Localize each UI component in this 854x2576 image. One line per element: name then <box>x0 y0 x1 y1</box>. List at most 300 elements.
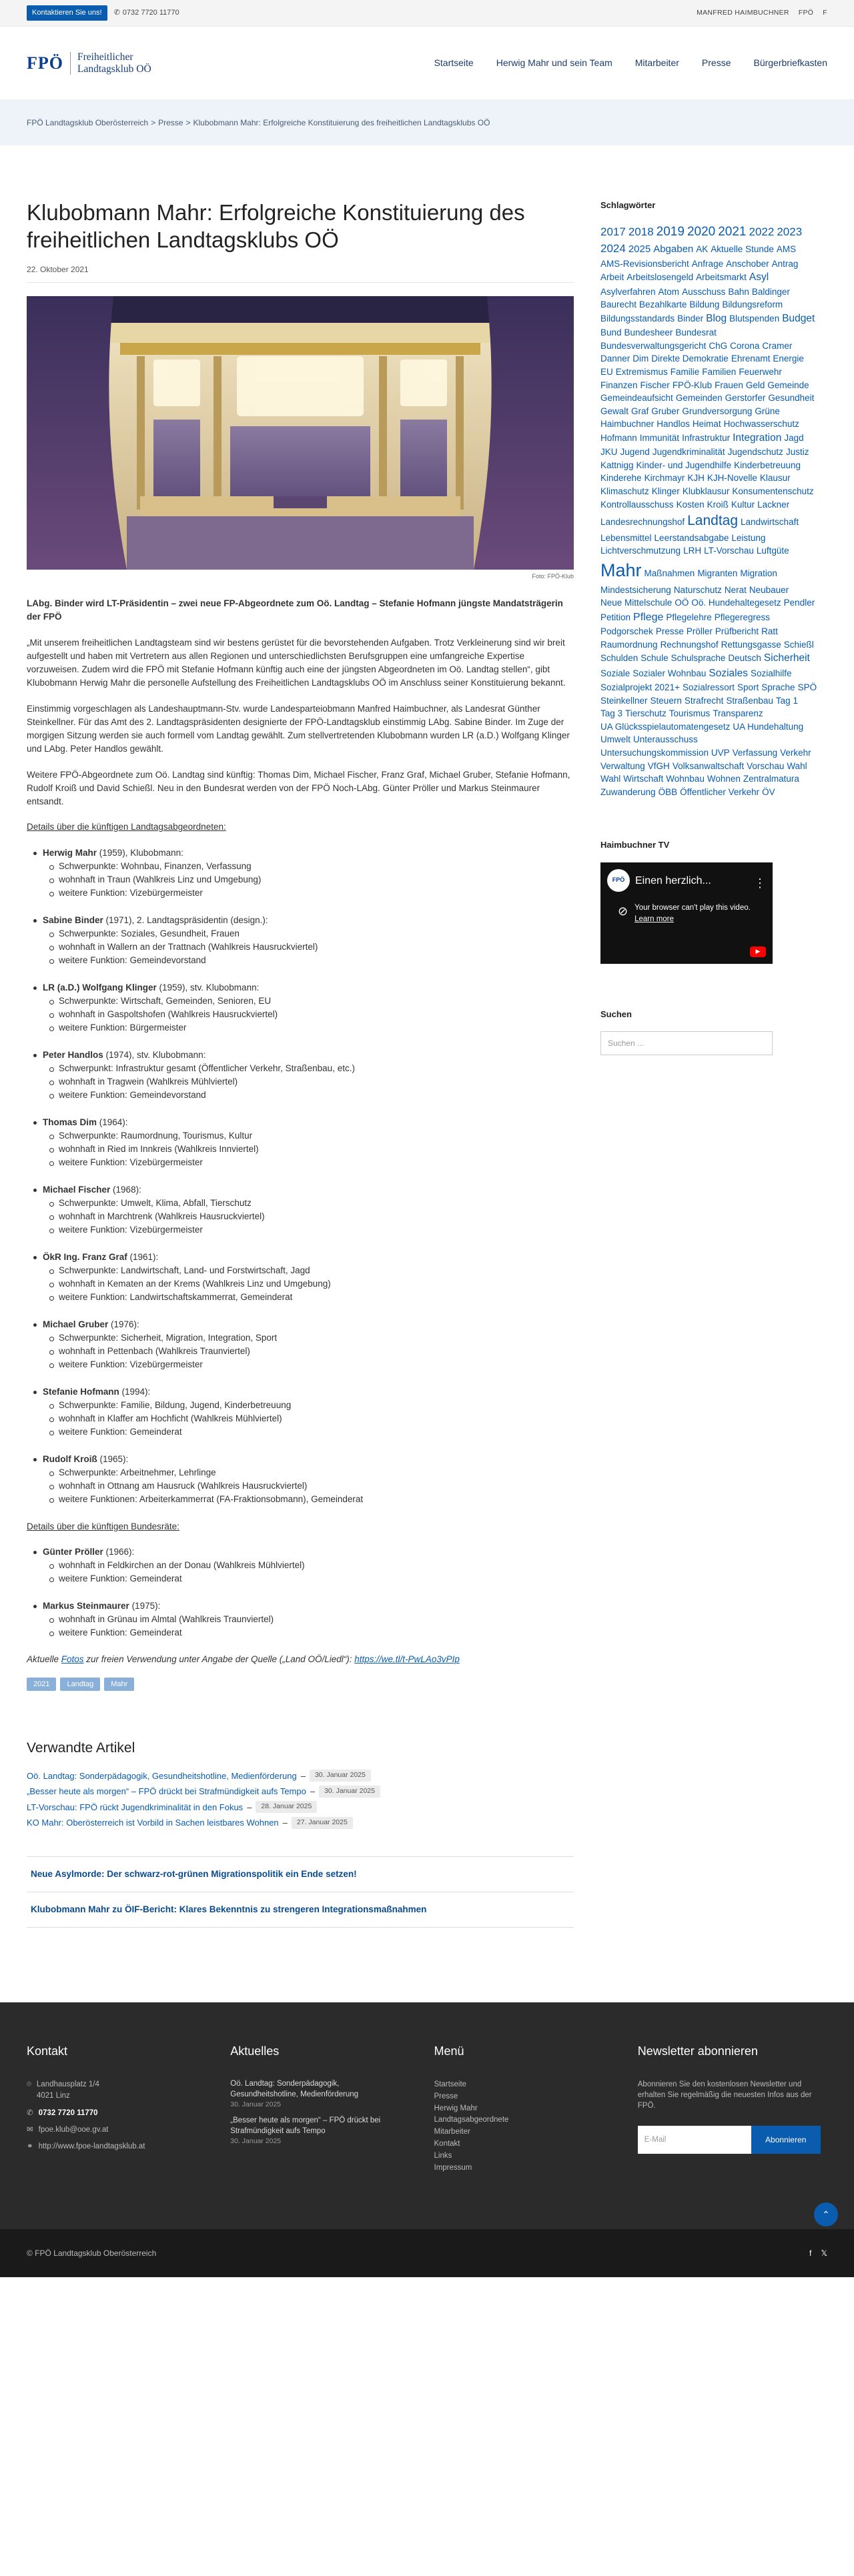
tag-link[interactable]: Finanzen <box>600 380 638 390</box>
footer-menu-item[interactable]: Herwig Mahr <box>434 2104 478 2112</box>
haimbuchner-link[interactable]: MANFRED HAIMBUCHNER <box>697 8 789 17</box>
article-paragraph: Weitere FPÖ-Abgeordnete zum Oö. Landtag sind künftig: Thomas Dim, Michael Fischer, Franz Graf, Michael Gruber, Stefanie Hofmann, Rudolf Kroiß und David Schießl. Neu in den Bundesrat werden von der FPÖ Noch-LAbg. Günter Pröller und Markus Steinmaurer entsandt. <box>27 769 570 806</box>
sidebar <box>600 199 821 1928</box>
person-name-bold: Thomas Dim <box>43 1117 97 1127</box>
tag-link[interactable]: Wahl <box>787 760 807 771</box>
tag-link[interactable]: Nerat <box>724 584 747 595</box>
contact-button[interactable]: Kontaktieren Sie uns! <box>27 5 107 21</box>
tag-link[interactable]: KJH-Novelle <box>707 473 757 484</box>
tag-link[interactable]: Graf <box>631 406 649 416</box>
related-item <box>27 1816 574 1830</box>
tag-link[interactable]: Petition <box>600 612 631 622</box>
tag-link[interactable]: Abgaben <box>653 243 694 255</box>
tag-link[interactable]: Bahn <box>728 286 749 297</box>
tag-link[interactable]: Arbeit <box>600 272 624 283</box>
tag-link[interactable]: Umwelt <box>600 734 631 745</box>
scroll-to-top-button[interactable] <box>814 2202 838 2226</box>
tag-link[interactable]: Budget <box>782 312 815 324</box>
logo-divider <box>70 52 71 75</box>
tag-link[interactable]: Neue Mittelschule <box>600 598 673 608</box>
video-error <box>618 902 751 926</box>
tag-link[interactable]: Infrastruktur <box>682 432 731 443</box>
photos-link[interactable]: Fotos <box>61 1654 84 1665</box>
tag-link[interactable]: Antrag <box>771 258 799 269</box>
tag-link[interactable]: Asylverfahren <box>600 286 656 297</box>
tag-link[interactable]: OÖ <box>675 598 689 608</box>
person-info: (1974), stv. Klubobmann: <box>103 1049 206 1060</box>
tag-cloud <box>600 223 821 799</box>
tag-link[interactable]: Kinderbetreuung <box>734 460 801 470</box>
tag-link[interactable]: Hochwasserschutz <box>723 419 799 430</box>
tag-link[interactable]: Baldinger <box>751 286 790 297</box>
article-lead: LAbg. Binder wird LT-Präsidentin – zwei neue FP-Abgeordnete zum Oö. Landtag – Stefanie Hofmann jüngste Mandatsträgerin der FPÖ <box>27 598 563 622</box>
tag-link[interactable]: Anschober <box>726 258 769 269</box>
tag-link[interactable]: Kontrollausschuss <box>600 499 674 510</box>
tag-link[interactable]: Binder <box>677 313 704 324</box>
tv-title: Haimbuchner TV <box>600 840 670 850</box>
tag-link[interactable]: Lackner <box>757 499 790 510</box>
tag-link[interactable]: Wahl <box>600 774 621 784</box>
tag-link[interactable]: Vorschau <box>747 760 785 771</box>
tag-link[interactable]: Bund <box>600 328 622 338</box>
tag-link[interactable]: UA Hundehaltung <box>733 721 804 732</box>
tag-link[interactable]: 2020 <box>687 224 716 239</box>
mail-icon: ✉ <box>27 2125 33 2134</box>
footer-contact-title: Kontakt <box>27 2044 68 2058</box>
related-sep: – <box>310 1786 316 1796</box>
nav-presse[interactable]: Presse <box>701 57 731 68</box>
tag-link[interactable]: Tag 3 <box>600 708 623 719</box>
tag-link[interactable]: Schule <box>640 653 669 664</box>
tag-link[interactable]: UA Glücksspielautomatengesetz <box>600 721 731 732</box>
tag-link[interactable]: Blutspenden <box>729 313 780 324</box>
nav-team[interactable]: Herwig Mahr und sein Team <box>496 57 612 68</box>
tag-link[interactable]: AMS-Revisionsbericht <box>600 258 689 269</box>
tag-link[interactable]: Pflegeregress <box>714 612 771 622</box>
footer-newsletter <box>638 2042 827 2229</box>
footer-phone-number: 0732 7720 11770 <box>38 2108 98 2117</box>
tag-link[interactable]: Konsumentenschutz <box>732 486 814 496</box>
person-detail: weitere Funktion: Gemeinderat <box>59 1572 574 1585</box>
tag-link[interactable]: 2021 <box>718 224 747 239</box>
facebook-icon[interactable]: F <box>823 8 827 17</box>
tag-link[interactable]: ÖV <box>762 786 775 797</box>
tag-link[interactable]: Migranten <box>697 568 738 578</box>
tag-link[interactable]: VfGH <box>647 760 670 771</box>
tag-link[interactable]: Jugendschutz <box>727 447 783 458</box>
footer-menu-item[interactable]: Links <box>434 2151 452 2160</box>
tag-link[interactable]: Verkehr <box>780 747 811 758</box>
person-name <box>43 1049 574 1062</box>
members-list <box>27 846 574 1507</box>
tag-link[interactable]: Naturschutz <box>673 584 722 595</box>
tag-link[interactable]: Kinder- und Jugendhilfe <box>636 460 732 470</box>
tag-link[interactable]: Fischer <box>640 380 670 390</box>
person-detail: wohnhaft in Feldkirchen an der Donau (Wahlkreis Mühlviertel) <box>59 1559 574 1572</box>
facebook-icon[interactable]: f <box>809 2248 812 2258</box>
tag-link[interactable]: Frauen <box>715 380 743 390</box>
tag-link[interactable]: Strafrecht <box>684 695 724 706</box>
tag-link[interactable]: Raumordnung <box>600 639 658 650</box>
footer-news <box>230 2042 387 2229</box>
tag-link[interactable]: AK <box>696 244 709 255</box>
tag-link[interactable]: Kosten <box>676 499 705 510</box>
person-detail: wohnhaft in Wallern an der Trattnach (Wahlkreis Hausruckviertel) <box>59 940 574 954</box>
twitter-icon[interactable]: 𝕏 <box>821 2248 827 2258</box>
tag-link[interactable]: Maßnahmen <box>644 568 695 578</box>
tag-link[interactable]: Wohnen <box>707 774 741 784</box>
tag-link[interactable]: Justiz <box>785 447 809 458</box>
fpoe-link[interactable]: FPÖ <box>798 8 814 17</box>
tag-link[interactable]: Soziales <box>709 667 748 679</box>
tag-link[interactable]: Kattnigg <box>600 460 634 470</box>
tag-link[interactable]: Gemeindeaufsicht <box>600 393 673 404</box>
related-item <box>27 1785 574 1798</box>
related-list <box>27 1770 574 1830</box>
tag-link[interactable]: Bildung <box>689 299 720 310</box>
tag-link[interactable]: Gruber <box>651 406 680 416</box>
tag-link[interactable]: Pflegelehre <box>666 612 712 622</box>
tag-link[interactable]: Klinger <box>651 486 680 496</box>
tag-link[interactable]: Ehrenamt <box>731 354 771 364</box>
person-detail: weitere Funktion: Gemeindevorstand <box>59 954 574 967</box>
person-entry <box>27 1545 574 1586</box>
tag-link[interactable]: Ausschuss <box>682 286 726 297</box>
tag-link[interactable]: Zuwanderung <box>600 786 656 797</box>
section-heading-bundesrat: Details über die künftigen Bundesräte: <box>27 1521 179 1531</box>
channel-avatar: FPÖ <box>607 869 630 892</box>
tag-2021[interactable]: 2021 <box>27 1678 56 1692</box>
person-detail: wohnhaft in Marchtrenk (Wahlkreis Hausruckviertel) <box>59 1210 574 1223</box>
chevron-up-icon: ⌃ <box>822 2208 830 2220</box>
related-link[interactable]: Oö. Landtag: Sonderpädagogik, Gesundheitshotline, Medienförderung <box>27 1770 297 1781</box>
tag-link[interactable]: Baurecht <box>600 299 637 310</box>
tag-link[interactable]: AMS <box>776 244 797 255</box>
search-input[interactable]: Suchen ... <box>600 1031 773 1055</box>
tag-link[interactable]: EU <box>600 367 613 377</box>
tag-link[interactable]: FPÖ-Klub <box>672 380 713 390</box>
related-link[interactable]: KO Mahr: Oberösterreich ist Vorbild in Sachen leistbares Wohnen <box>27 1818 279 1828</box>
tag-link[interactable]: Podgorschek <box>600 626 653 637</box>
tag-link[interactable]: Landesrechnungshof <box>600 517 685 528</box>
tag-link[interactable]: Schießl <box>783 639 814 650</box>
tag-link[interactable]: Blog <box>706 312 727 324</box>
tag-landtag[interactable]: Landtag <box>60 1678 100 1692</box>
tag-link[interactable]: Sozialer Wohnbau <box>632 668 707 678</box>
person-name <box>43 1183 574 1197</box>
tag-link[interactable]: Energie <box>773 354 804 364</box>
subscribe-button[interactable]: Abonnieren <box>751 2126 821 2154</box>
video-error-text: Your browser can't play this video. <box>634 903 751 912</box>
person-detail: Schwerpunkte: Wirtschaft, Gemeinden, Senioren, EU <box>59 995 574 1008</box>
tag-link[interactable]: Luftgüte <box>756 546 789 556</box>
tag-link[interactable]: Cramer <box>762 340 793 351</box>
tag-link[interactable]: Gewalt <box>600 406 629 416</box>
related-sep: – <box>300 1770 306 1781</box>
tag-link[interactable]: Landtag <box>687 513 739 529</box>
tag-link[interactable]: Wirtschaft <box>623 774 664 784</box>
tag-link[interactable]: Arbeitsmarkt <box>696 272 747 283</box>
tag-link[interactable]: Zentralmatura <box>743 774 799 784</box>
person-detail: weitere Funktion: Vizebürgermeister <box>59 1358 574 1371</box>
tag-link[interactable]: Extremismus <box>615 367 668 377</box>
person-name <box>43 846 574 860</box>
tag-link[interactable]: Hofmann <box>600 432 637 443</box>
tag-link[interactable]: Lichtverschmutzung <box>600 546 681 556</box>
tag-link[interactable]: Oö. Hundehaltegesetz <box>691 598 781 608</box>
person-entry <box>27 1318 574 1372</box>
site-footer <box>0 2002 854 2229</box>
tag-link[interactable]: Corona <box>730 340 760 351</box>
tag-link[interactable]: Straßenbau <box>726 695 773 706</box>
tag-link[interactable]: Landwirtschaft <box>741 517 799 528</box>
site-logo[interactable] <box>27 50 151 76</box>
more-icon[interactable]: ⋮ <box>754 876 766 890</box>
footer-email-link[interactable]: fpoe.klub@ooe.gv.at <box>38 2125 109 2134</box>
tag-link[interactable]: Lebensmittel <box>600 532 652 543</box>
tag-link[interactable]: Bildungsstandards <box>600 313 675 324</box>
tag-link[interactable]: Heimat <box>692 419 721 430</box>
youtube-icon[interactable]: ▶ <box>750 946 766 957</box>
tag-link[interactable]: Migration <box>740 568 777 578</box>
footer-menu-item[interactable]: Presse <box>434 2092 458 2100</box>
logo-mark: FPÖ <box>27 53 63 73</box>
person-info: (1965): <box>97 1453 129 1464</box>
tag-link[interactable]: Gesundheit <box>768 393 815 404</box>
nav-mitarbeiter[interactable]: Mitarbeiter <box>634 57 679 68</box>
tag-link[interactable]: Aktuelle Stunde <box>711 244 774 255</box>
person-info: (1975): <box>129 1600 161 1611</box>
nav-buergerbriefkasten[interactable]: Bürgerbriefkasten <box>753 57 827 68</box>
featured-link[interactable]: Neue Asylmorde: Der schwarz-rot-grünen Migrationspolitik ein Ende setzen! <box>27 1856 574 1892</box>
person-detail: wohnhaft in Kematen an der Krems (Wahlkreis Linz und Umgebung) <box>59 1277 574 1291</box>
tag-link[interactable]: Untersuchungskommission UVP <box>600 747 730 758</box>
tag-link[interactable]: Sozialhilfe <box>750 668 792 678</box>
tag-link[interactable]: Leistung <box>731 532 766 543</box>
tag-link[interactable]: Integration <box>733 432 782 444</box>
person-name-bold: Michael Fischer <box>43 1184 111 1195</box>
tag-link[interactable]: Familie <box>670 367 700 377</box>
article <box>27 199 574 1928</box>
footer-web-link[interactable]: http://www.fpoe-landtagsklub.at <box>38 2142 145 2150</box>
tag-link[interactable]: Verfassung <box>732 747 778 758</box>
tag-link[interactable]: Gemeinden <box>675 393 723 404</box>
tag-link[interactable]: Soziale <box>600 668 630 678</box>
footer-menu-item[interactable]: Landtagsabgeordnete <box>434 2116 509 2124</box>
tag-link[interactable]: Neubauer <box>749 584 789 595</box>
featured-link[interactable]: Klubobmann Mahr zu ÖIF-Bericht: Klares Bekenntnis zu strengeren Integrationsmaßnahmen <box>27 1892 574 1928</box>
tag-link[interactable]: Mahr <box>600 560 642 580</box>
tag-link[interactable]: ÖBB <box>658 786 678 797</box>
tag-link[interactable]: Ratt <box>761 626 778 637</box>
footer-news-item[interactable] <box>230 2116 387 2146</box>
tag-link[interactable]: Deutsch <box>728 653 761 664</box>
person-name-bold: Markus Steinmaurer <box>43 1600 129 1611</box>
main-nav <box>434 56 827 70</box>
tag-link[interactable]: Gemeinde <box>767 380 809 390</box>
footer-menu-item[interactable]: Impressum <box>434 2163 472 2172</box>
tag-link[interactable]: Kroiß <box>707 499 729 510</box>
tag-link[interactable]: KJH <box>687 473 705 484</box>
tag-link[interactable]: Bezahlkarte <box>639 299 687 310</box>
tag-link[interactable]: Asyl <box>749 271 769 283</box>
breadcrumb-home[interactable]: FPÖ Landtagsklub Oberösterreich <box>27 118 149 127</box>
tag-link[interactable]: Sozialprojekt 2021+ <box>600 682 680 693</box>
footer-news-item[interactable] <box>230 2079 387 2109</box>
tag-link[interactable]: 2023 <box>777 225 803 238</box>
tag-link[interactable]: Jugendkriminalität <box>652 447 725 458</box>
tag-link[interactable]: 2024 <box>600 242 626 255</box>
breadcrumb-presse[interactable]: Presse <box>158 118 183 127</box>
related-link[interactable]: „Besser heute als morgen“ – FPÖ drückt bei Strafmündigkeit aufs Tempo <box>27 1786 306 1796</box>
tag-link[interactable]: Pröller <box>686 626 713 637</box>
footer-menu-item[interactable]: Startseite <box>434 2080 467 2088</box>
person-name <box>43 1453 574 1466</box>
tag-link[interactable]: Feuerwehr <box>739 367 782 377</box>
person-info: (1994): <box>119 1386 151 1397</box>
person-detail: weitere Funktion: Vizebürgermeister <box>59 1223 574 1237</box>
tag-link[interactable]: Tierschutz <box>625 708 667 719</box>
tag-link[interactable]: Kinderehe <box>600 473 642 484</box>
learn-more-link[interactable]: Learn more <box>634 914 674 923</box>
tag-link[interactable]: Klubklausur <box>682 486 730 496</box>
tag-link[interactable]: Bildungsreform <box>722 299 783 310</box>
nav-startseite[interactable]: Startseite <box>434 57 474 68</box>
tag-link[interactable]: Rettungsgasse <box>721 639 781 650</box>
tag-link[interactable]: Geld <box>745 380 765 390</box>
person-detail: wohnhaft in Ried im Innkreis (Wahlkreis Innviertel) <box>59 1143 574 1156</box>
tag-link[interactable]: Sport <box>737 682 759 693</box>
tag-link[interactable]: Immunität <box>639 432 680 443</box>
tag-link[interactable]: Handlos <box>657 419 690 430</box>
person-info: (1959), stv. Klubobmann: <box>156 982 260 993</box>
person-name-bold: Rudolf Kroiß <box>43 1453 97 1464</box>
tag-link[interactable]: Rechnungshof <box>660 639 719 650</box>
tag-link[interactable]: Schulsprache <box>671 653 726 664</box>
person-detail: Schwerpunkte: Umwelt, Klima, Abfall, Tierschutz <box>59 1197 574 1210</box>
tag-link[interactable]: Klausur <box>759 473 791 484</box>
tag-link[interactable]: Presse <box>655 626 684 637</box>
tag-link[interactable]: Jugend <box>620 447 650 458</box>
tag-link[interactable]: 2025 <box>628 243 651 255</box>
person-detail: Schwerpunkte: Wohnbau, Finanzen, Verfassung <box>59 860 574 873</box>
tag-link[interactable]: Sicherheit <box>763 652 810 664</box>
tag-link[interactable]: Grüne <box>755 406 780 416</box>
link-icon: ⚭ <box>27 2142 33 2150</box>
video-title: Einen herzlich... <box>635 874 711 886</box>
tag-link[interactable]: Unterausschuss <box>633 734 698 745</box>
person-name-bold: ÖkR Ing. Franz Graf <box>43 1251 127 1262</box>
tag-link[interactable]: 2018 <box>628 225 654 238</box>
tag-link[interactable]: Mindestsicherung <box>600 584 671 595</box>
person-info: (1971), 2. Landtagspräsidentin (design.): <box>103 914 268 925</box>
tag-link[interactable]: Danner <box>600 354 630 364</box>
tag-link[interactable]: Gerstorfer <box>725 393 766 404</box>
tag-link[interactable]: Leerstandsabgabe <box>654 532 729 543</box>
tag-link[interactable]: Prüfbericht <box>715 626 759 637</box>
tag-link[interactable]: Steinkellner <box>600 695 648 706</box>
tag-link[interactable]: Sozialressort <box>682 682 735 693</box>
person-detail: Schwerpunkte: Raumordnung, Tourismus, Kultur <box>59 1129 574 1143</box>
person-detail: weitere Funktionen: Arbeiterkammerrat (FA-Fraktionsobmann), Gemeinderat <box>59 1493 574 1506</box>
tag-link[interactable]: Steuern <box>650 695 682 706</box>
article-tags <box>27 1678 574 1692</box>
tag-link[interactable]: SPÖ <box>797 682 817 693</box>
person-detail: weitere Funktion: Vizebürgermeister <box>59 1156 574 1169</box>
tag-link[interactable]: Tourismus <box>669 708 711 719</box>
related-link[interactable]: LT-Vorschau: FPÖ rückt Jugendkriminalität in den Fokus <box>27 1802 244 1812</box>
tag-link[interactable]: Bundesverwaltungsgericht <box>600 340 707 351</box>
wetransfer-link[interactable]: https://we.tl/t-PwLAo3vPIp <box>354 1654 460 1665</box>
tag-link[interactable]: Pflege <box>633 611 664 623</box>
footer-news-text[interactable]: Oö. Landtag: Sonderpädagogik, Gesundheitshotline, Medienförderung <box>230 2080 359 2098</box>
person-detail: weitere Funktion: Gemeindevorstand <box>59 1089 574 1102</box>
tag-link[interactable]: Dim <box>632 354 649 364</box>
article-date: 22. Oktober 2021 <box>27 263 574 283</box>
tag-link[interactable]: Schulden <box>600 653 638 664</box>
footer-menu-item[interactable]: Mitarbeiter <box>434 2128 470 2136</box>
tag-link[interactable]: Kirchmayr <box>644 473 685 484</box>
tag-link[interactable]: Arbeitslosengeld <box>626 272 694 283</box>
person-detail: weitere Funktion: Bürgermeister <box>59 1021 574 1035</box>
tag-link[interactable]: ChG <box>709 340 728 351</box>
tag-link[interactable]: Familien <box>702 367 737 377</box>
tag-link[interactable]: LT-Vorschau <box>704 546 754 556</box>
tag-link[interactable]: Haimbuchner <box>600 419 655 430</box>
tag-link[interactable]: Pendler <box>783 598 815 608</box>
tag-link[interactable]: Tag 1 <box>775 695 798 706</box>
tag-link[interactable]: Transparenz <box>713 708 763 719</box>
tag-link[interactable]: Klimaschutz <box>600 486 649 496</box>
address-line2: 4021 Linz <box>36 2092 70 2100</box>
tag-link[interactable]: Kultur <box>731 499 755 510</box>
social-links <box>809 2247 827 2259</box>
tag-link[interactable]: 2022 <box>749 225 775 238</box>
tag-link[interactable]: Verwaltung <box>600 760 645 771</box>
tag-link[interactable]: LRH <box>683 546 702 556</box>
tag-link[interactable]: Anfrage <box>691 258 724 269</box>
video-player[interactable] <box>600 862 773 964</box>
tag-mahr[interactable]: Mahr <box>104 1678 134 1692</box>
source-text: zur freien Verwendung unter Angabe der Quelle („Land OÖ/Liedl“): <box>83 1654 355 1665</box>
tag-link[interactable]: Bundesheer <box>624 328 673 338</box>
tag-link[interactable]: Bundesrat <box>675 328 717 338</box>
person-info: (1964): <box>97 1117 128 1127</box>
footer-menu-item[interactable]: Kontakt <box>434 2140 460 2148</box>
tag-link[interactable]: Sprache <box>761 682 795 693</box>
person-info: (1959), Klubobmann: <box>97 847 183 858</box>
newsletter-email-input[interactable]: E-Mail <box>638 2126 751 2154</box>
footer-news-text[interactable]: „Besser heute als morgen“ – FPÖ drückt bei Strafmündigkeit aufs Tempo <box>230 2116 381 2135</box>
tag-link[interactable]: Volksanwaltschaft <box>672 760 745 771</box>
bundesrat-list <box>27 1545 574 1640</box>
tag-link[interactable]: Öffentlicher Verkehr <box>680 786 760 797</box>
tag-link[interactable]: Grundversorgung <box>682 406 753 416</box>
tag-link[interactable]: Jagd <box>784 432 804 443</box>
tag-link[interactable]: JKU <box>600 447 618 458</box>
tag-link[interactable]: Direkte Demokratie <box>651 354 729 364</box>
tag-link[interactable]: 2019 <box>656 224 685 239</box>
tag-link[interactable]: 2017 <box>600 225 626 238</box>
person-entry <box>27 981 574 1035</box>
footer-address <box>27 2079 183 2102</box>
tag-link[interactable]: Atom <box>658 286 680 297</box>
person-info: (1966): <box>103 1546 135 1557</box>
logo-line2: Landtagsklub OÖ <box>77 63 151 75</box>
parliament-hall-image <box>27 296 574 570</box>
tag-link[interactable]: Wohnbau <box>666 774 705 784</box>
location-icon: ⌾ <box>27 2080 31 2088</box>
